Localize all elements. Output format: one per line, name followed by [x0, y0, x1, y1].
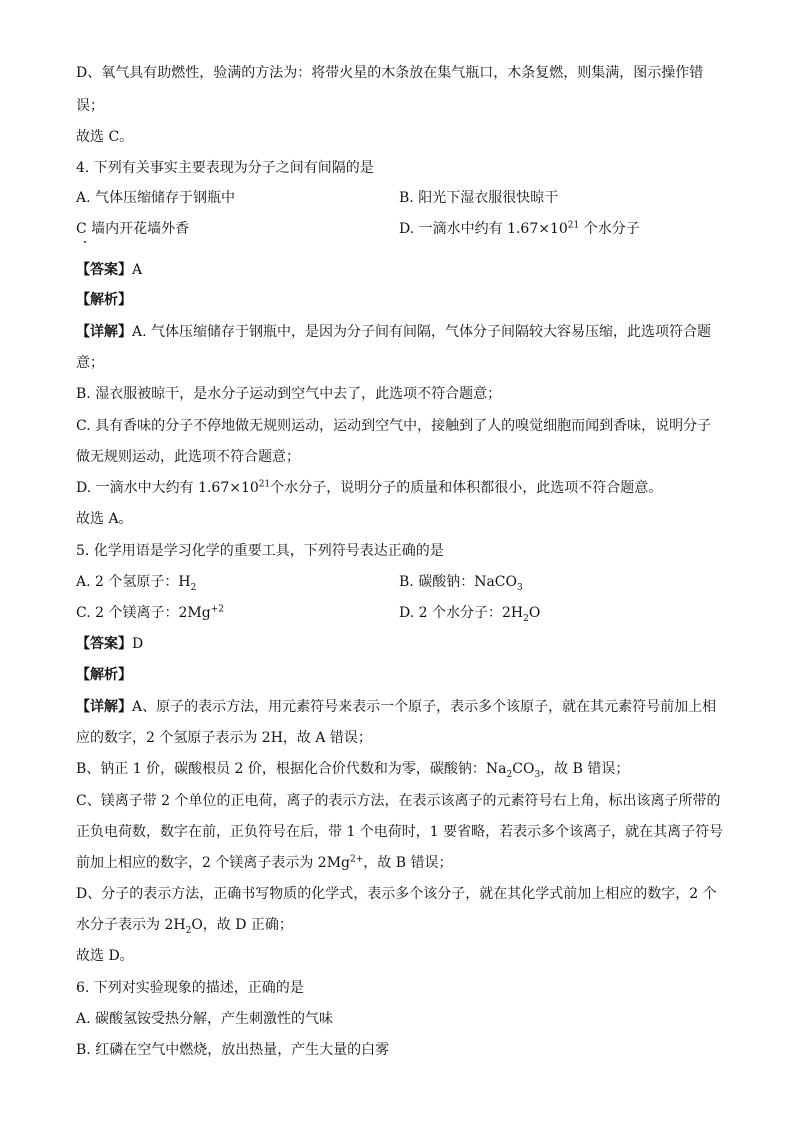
detail-d-text: D. 一滴水中大约有 1.67×10	[76, 480, 259, 496]
q4-detail-a-line2: 意；	[76, 355, 104, 371]
prev-option-d-line1: D、氧气具有助燃性，验满的方法为：将带火星的木条放在集气瓶口，木条复燃，则集满，图示操作错	[76, 65, 704, 81]
q4-answer	[76, 260, 726, 280]
q4-detail-b: B. 湿衣服被晾干，是水分子运动到空气中去了，此选项不符合题意；	[76, 386, 502, 402]
q6-option-b: B. 红磷在空气中燃烧，放出热量，产生大量的白雾	[76, 1042, 390, 1058]
analysis-label: 【解析】	[76, 667, 132, 683]
q5-detail-b	[76, 759, 726, 779]
answer-value: D	[132, 636, 144, 652]
q5-option-d-text: D. 2 个水分子：2H	[399, 605, 524, 621]
detail-b-suffix: ，故 B 错误；	[540, 761, 630, 777]
q4-option-d	[399, 219, 640, 239]
q5-analysis-label	[76, 665, 726, 685]
detail-b-mid: CO	[512, 761, 535, 777]
q4-detail-a-line1	[76, 322, 726, 342]
detail-d-subscript: 2	[185, 925, 192, 936]
detail-label: 【详解】	[76, 699, 132, 715]
prev-option-d-line2: 误；	[76, 98, 104, 114]
detail-b-subscript: 2	[506, 769, 513, 780]
q5-option-d	[399, 603, 540, 623]
detail-b-subscript: 3	[534, 769, 541, 780]
q5-answer	[76, 634, 726, 654]
answer-label: 【答案】	[76, 636, 132, 652]
q5-option-a-text: A. 2 个氢原子：H	[76, 574, 191, 590]
q5-stem: 5. 化学用语是学习化学的重要工具，下列符号表达正确的是	[76, 543, 444, 559]
q5-option-a-subscript: 2	[190, 582, 197, 593]
q5-option-b	[399, 572, 523, 592]
q6-stem: 6. 下列对实验现象的描述，正确的是	[76, 980, 304, 996]
q4-option-d-suffix: 个水分子	[579, 221, 640, 237]
q5-detail-a-line1	[76, 697, 726, 717]
q5-option-c-text: C. 2 个镁离子：2Mg	[76, 605, 211, 621]
q4-conclusion: 故选 A。	[76, 511, 133, 527]
detail-text: A、原子的表示方法，用元素符号来表示一个原子，表示多个该原子，就在其元素符号前加上相	[132, 699, 717, 715]
q4-detail-d	[76, 478, 726, 498]
q5-option-d-subscript: 2	[523, 613, 529, 624]
q4-option-a: A. 气体压缩储存于钢瓶中	[76, 190, 236, 206]
q4-option-d-exponent: 21	[567, 220, 580, 231]
detail-text: A. 气体压缩储存于钢瓶中，是因为分子间有间隔，气体分子间隔较大容易压缩，此选项符合题	[132, 324, 712, 340]
q5-detail-c-line3	[76, 853, 726, 873]
detail-d-text: 水分子表示为 2H	[76, 917, 186, 933]
q4-option-c: C 墙内开花墙外香	[76, 221, 190, 237]
answer-value: A	[132, 262, 143, 278]
q4-detail-c-line2: 做无规则运动，此选项不符合题意；	[76, 449, 300, 465]
detail-d-suffix: O，故 D 正确；	[191, 917, 293, 933]
prev-conclusion: 故选 C。	[76, 129, 134, 145]
detail-d-exponent: 21	[258, 479, 271, 490]
detail-b-text: B、钠正 1 价，碳酸根员 2 价，根据化合价代数和为零，碳酸钠：Na	[76, 761, 507, 777]
q6-option-a: A. 碳酸氢铵受热分解，产生刺激性的气味	[76, 1011, 334, 1027]
q4-detail-c-line1: C. 具有香味的分子不停地做无规则运动，运动到空气中，接触到了人的嗅觉细胞而闻到香味，说明分子	[76, 418, 712, 434]
detail-d-suffix: 个水分子，说明分子的质量和体积都很小，此选项不符合题意。	[270, 480, 663, 496]
q4-analysis-label	[76, 290, 726, 310]
q5-detail-d-line2	[76, 915, 726, 935]
q5-detail-c-line2: 正负电荷数，数字在前，正负符号在后，带 1 个电荷时，1 要省略，若表示多个该离子，就在其离子符号	[76, 824, 724, 840]
q5-option-b-subscript: 3	[516, 582, 523, 593]
q5-option-d-suffix: O	[528, 605, 541, 621]
q4-option-b: B. 阳光下湿衣服很快晾干	[399, 190, 559, 206]
detail-c-text: 前加上相应的数字，2 个镁离子表示为 2Mg	[76, 855, 351, 871]
q5-option-b-text: B. 碳酸钠：NaCO	[399, 574, 517, 590]
q5-detail-a-line2: 应的数字，2 个氢原子表示为 2H，故 A 错误；	[76, 730, 372, 746]
analysis-label: 【解析】	[76, 292, 132, 308]
detail-c-superscript: 2+	[350, 854, 364, 865]
q4-stem: 4. 下列有关事实主要表现为分子之间有间隔的是	[76, 160, 374, 176]
detail-label: 【详解】	[76, 324, 132, 340]
q5-conclusion: 故选 D。	[76, 948, 134, 964]
q5-option-c-superscript: +2	[210, 604, 224, 615]
q4-option-d-text: D. 一滴水中约有 1.67×10	[399, 221, 568, 237]
detail-c-suffix: ，故 B 错误；	[363, 855, 453, 871]
stray-dot	[84, 241, 86, 243]
answer-label: 【答案】	[76, 262, 132, 278]
q5-detail-d-line1: D、分子的表示方法，正确书写物质的化学式，表示多个该分子，就在其化学式前加上相应的数字，2 个	[76, 886, 717, 902]
q5-detail-c-line1: C、镁离子带 2 个单位的正电荷，离子的表示方法，在表示该离子的元素符号右上角，标出该离子所带的	[76, 793, 721, 809]
